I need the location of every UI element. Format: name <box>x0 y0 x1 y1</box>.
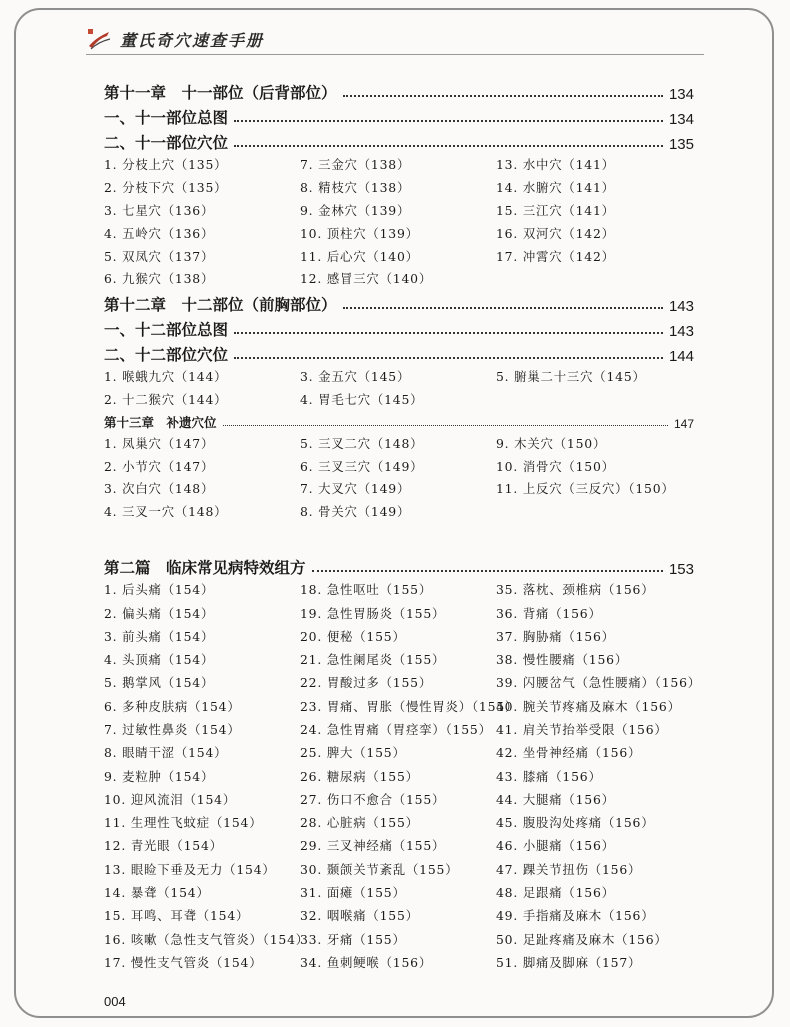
toc-entry[interactable]: 15. 三江穴（141） <box>496 202 615 218</box>
toc-entry[interactable]: 4. 头顶痛（154） <box>104 652 215 668</box>
toc-heading-line[interactable] <box>104 128 694 153</box>
toc-entry[interactable]: 7. 三金穴（138） <box>300 157 411 173</box>
page-number: 004 <box>104 994 126 1009</box>
toc-entry[interactable]: 2. 十二猴穴（144） <box>104 391 228 407</box>
toc-entry[interactable]: 41. 肩关节抬举受限（156） <box>496 721 668 737</box>
toc-entry[interactable]: 5. 腑巢二十三穴（145） <box>496 369 646 385</box>
toc-entry[interactable]: 36. 背痛（156） <box>496 605 602 621</box>
toc-entry[interactable]: 49. 手指痛及麻木（156） <box>496 908 655 924</box>
toc-entry-grid <box>104 431 694 522</box>
toc-entry[interactable]: 3. 前头痛（154） <box>104 628 215 644</box>
toc-entry[interactable]: 24. 急性胃痛（胃痉挛）（155） <box>300 721 492 737</box>
toc-entry[interactable]: 38. 慢性腰痛（156） <box>496 652 629 668</box>
toc-entry[interactable]: 7. 过敏性鼻炎（154） <box>104 721 241 737</box>
toc-entry[interactable]: 4. 五岭穴（136） <box>104 225 215 241</box>
dot-leader <box>234 145 663 147</box>
table-of-contents <box>104 78 701 974</box>
toc-heading-title: 第十二章 十二部位（前胸部位） <box>104 294 337 314</box>
toc-entry[interactable]: 20. 便秘（155） <box>300 628 406 644</box>
toc-entry[interactable]: 16. 双河穴（142） <box>496 225 615 241</box>
toc-heading-line[interactable] <box>104 553 694 578</box>
toc-page-number: 144 <box>668 347 694 365</box>
header-title: 董氏奇穴速查手册 <box>120 30 265 50</box>
toc-entry[interactable]: 1. 喉蛾九穴（144） <box>104 369 228 385</box>
toc-entry[interactable]: 37. 胸胁痛（156） <box>496 628 615 644</box>
toc-entry-grid <box>104 153 694 290</box>
toc-page-number: 135 <box>668 136 694 153</box>
dot-leader <box>234 332 663 334</box>
toc-entry[interactable]: 9. 金林穴（139） <box>300 202 411 218</box>
toc-entry[interactable]: 32. 咽喉痛（155） <box>300 908 419 924</box>
toc-heading-line[interactable] <box>104 410 694 431</box>
toc-heading-title: 第十三章 补遗穴位 <box>104 415 217 431</box>
toc-entry[interactable]: 47. 踝关节扭伤（156） <box>496 861 642 877</box>
toc-entry[interactable]: 13. 水中穴（141） <box>496 157 615 173</box>
toc-entry[interactable]: 35. 落枕、颈椎病（156） <box>496 582 655 598</box>
toc-page-number: 153 <box>668 560 694 578</box>
toc-page-number: 134 <box>668 86 694 103</box>
toc-entry[interactable]: 11. 后心穴（140） <box>300 248 419 264</box>
toc-entry[interactable]: 31. 面瘫（155） <box>300 885 406 901</box>
toc-heading-line[interactable] <box>104 103 694 128</box>
dot-leader <box>234 357 663 359</box>
toc-heading-title: 二、十一部位穴位 <box>104 133 229 152</box>
toc-entry-grid <box>104 578 701 974</box>
toc-entry[interactable]: 22. 胃酸过多（155） <box>300 675 433 691</box>
running-header <box>86 24 264 54</box>
toc-entry[interactable]: 17. 慢性支气管炎（154） <box>104 954 263 970</box>
toc-page-number: 134 <box>668 111 694 128</box>
toc-entry[interactable]: 1. 分枝上穴（135） <box>104 157 228 173</box>
toc-entry[interactable]: 48. 足跟痛（156） <box>496 885 615 901</box>
toc-entry[interactable]: 9. 木关穴（150） <box>496 435 607 451</box>
toc-entry[interactable]: 1. 凤巢穴（147） <box>104 435 215 451</box>
toc-entry[interactable]: 45. 腹股沟处疼痛（156） <box>496 815 655 831</box>
book-logo-icon <box>86 26 112 52</box>
toc-entry[interactable]: 10. 迎风流泪（154） <box>104 791 237 807</box>
toc-page-number: 143 <box>668 297 694 315</box>
toc-entry[interactable]: 34. 鱼刺鲠喉（156） <box>300 954 433 970</box>
toc-entry[interactable]: 14. 暴聋（154） <box>104 885 210 901</box>
toc-page-number: 143 <box>668 322 694 340</box>
toc-entry[interactable]: 7. 大叉穴（149） <box>300 481 411 497</box>
toc-entry[interactable]: 11. 上反穴（三反穴）（150） <box>496 481 675 497</box>
toc-entry[interactable]: 11. 生理性飞蚊症（154） <box>104 815 263 831</box>
toc-entry[interactable]: 15. 耳鸣、耳聋（154） <box>104 908 250 924</box>
toc-entry[interactable]: 27. 伤口不愈合（155） <box>300 791 446 807</box>
toc-heading-title: 第二篇 临床常见病特效组方 <box>104 557 306 577</box>
section-gap <box>104 523 694 553</box>
toc-entry[interactable]: 6. 九猴穴（138） <box>104 271 215 287</box>
toc-entry[interactable]: 4. 胃毛七穴（145） <box>300 391 424 407</box>
toc-heading-line[interactable] <box>104 315 694 340</box>
toc-entry[interactable]: 26. 糖尿病（155） <box>300 768 419 784</box>
toc-entry[interactable]: 39. 闪腰岔气（急性腰痛）（156） <box>496 675 701 691</box>
toc-entry[interactable]: 17. 冲霄穴（142） <box>496 248 615 264</box>
toc-entry[interactable]: 40. 腕关节疼痛及麻木（156） <box>496 698 681 714</box>
header-divider <box>86 54 704 55</box>
toc-entry[interactable]: 29. 三叉神经痛（155） <box>300 838 446 854</box>
toc-heading-title: 第十一章 十一部位（后背部位） <box>104 83 337 102</box>
toc-entry[interactable]: 25. 脾大（155） <box>300 745 406 761</box>
toc-entry[interactable]: 4. 三叉一穴（148） <box>104 504 228 520</box>
toc-entry[interactable]: 44. 大腿痛（156） <box>496 791 615 807</box>
toc-entry[interactable]: 2. 分枝下穴（135） <box>104 180 228 196</box>
toc-entry[interactable]: 28. 心脏病（155） <box>300 815 419 831</box>
toc-entry[interactable]: 23. 胃痛、胃胀（慢性胃炎）（155） <box>300 698 519 714</box>
toc-entry[interactable]: 6. 多种皮肤病（154） <box>104 698 241 714</box>
toc-heading-title: 一、十二部位总图 <box>104 319 229 339</box>
toc-entry[interactable]: 8. 骨关穴（149） <box>300 504 411 520</box>
toc-entry[interactable]: 3. 金五穴（145） <box>300 369 411 385</box>
toc-entry[interactable]: 18. 急性呕吐（155） <box>300 582 433 598</box>
toc-entry[interactable]: 8. 眼睛干涩（154） <box>104 745 228 761</box>
toc-entry[interactable]: 8. 精枝穴（138） <box>300 180 411 196</box>
toc-entry[interactable]: 2. 小节穴（147） <box>104 458 215 474</box>
dot-leader <box>343 307 663 309</box>
dot-leader <box>234 120 663 122</box>
toc-entry[interactable]: 10. 消骨穴（150） <box>496 458 615 474</box>
dot-leader <box>312 570 663 572</box>
toc-heading-title: 二、十二部位穴位 <box>104 344 229 364</box>
toc-heading-line[interactable] <box>104 290 694 315</box>
toc-entry[interactable]: 5. 鹅掌风（154） <box>104 675 215 691</box>
toc-entry[interactable]: 12. 感冒三穴（140） <box>300 271 433 287</box>
toc-entry[interactable]: 46. 小腿痛（156） <box>496 838 615 854</box>
toc-page-number: 147 <box>673 417 694 432</box>
toc-entry[interactable]: 5. 双凤穴（137） <box>104 248 215 264</box>
toc-entry[interactable]: 42. 坐骨神经痛（156） <box>496 745 642 761</box>
toc-heading-title: 一、十一部位总图 <box>104 108 229 127</box>
dot-leader <box>223 425 668 426</box>
toc-entry[interactable]: 19. 急性胃肠炎（155） <box>300 605 446 621</box>
toc-entry[interactable]: 5. 三叉二穴（148） <box>300 435 424 451</box>
dot-leader <box>343 95 663 97</box>
toc-entry[interactable]: 10. 顶柱穴（139） <box>300 225 419 241</box>
toc-entry[interactable]: 33. 牙痛（155） <box>300 931 406 947</box>
toc-entry[interactable]: 1. 后头痛（154） <box>104 582 215 598</box>
toc-heading-line[interactable] <box>104 340 694 365</box>
toc-entry[interactable]: 6. 三叉三穴（149） <box>300 458 424 474</box>
toc-entry[interactable]: 51. 脚痛及脚麻（157） <box>496 954 642 970</box>
toc-entry[interactable]: 21. 急性阑尾炎（155） <box>300 652 446 668</box>
toc-entry[interactable]: 16. 咳嗽（急性支气管炎）（154） <box>104 931 309 947</box>
toc-entry[interactable]: 9. 麦粒肿（154） <box>104 768 215 784</box>
toc-entry[interactable]: 43. 膝痛（156） <box>496 768 602 784</box>
toc-entry[interactable]: 14. 水腑穴（141） <box>496 180 615 196</box>
toc-entry[interactable]: 30. 颞颌关节紊乱（155） <box>300 861 459 877</box>
toc-heading-line[interactable] <box>104 78 694 103</box>
toc-entry[interactable]: 3. 次白穴（148） <box>104 481 215 497</box>
toc-entry[interactable]: 2. 偏头痛（154） <box>104 605 215 621</box>
toc-entry[interactable]: 3. 七星穴（136） <box>104 202 215 218</box>
toc-entry[interactable]: 12. 青光眼（154） <box>104 838 223 854</box>
toc-entry[interactable]: 50. 足趾疼痛及麻木（156） <box>496 931 668 947</box>
toc-entry-grid <box>104 365 694 411</box>
toc-entry[interactable]: 13. 眼睑下垂及无力（154） <box>104 861 276 877</box>
